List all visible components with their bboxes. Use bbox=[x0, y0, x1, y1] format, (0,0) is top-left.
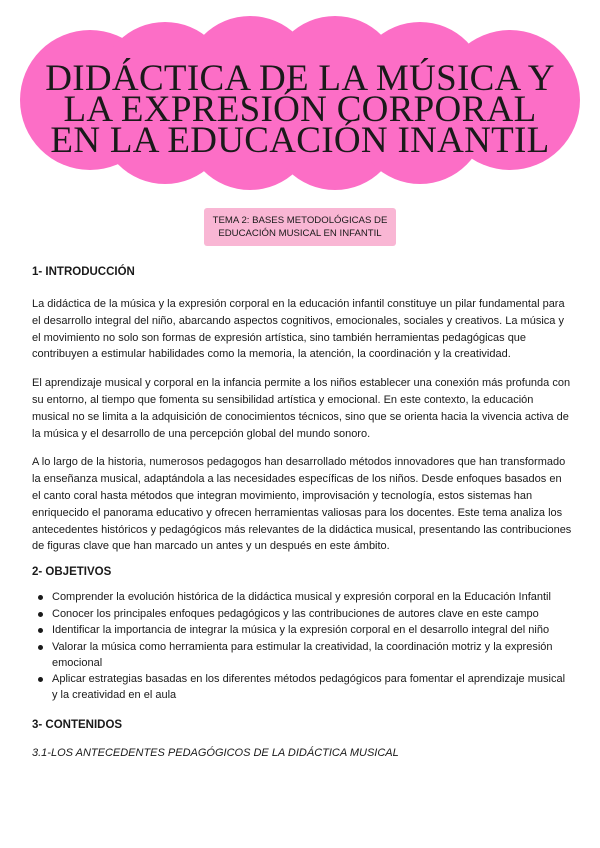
bullet-icon bbox=[38, 645, 43, 650]
objective-item bbox=[32, 672, 572, 703]
section-heading-introduccion: 1- INTRODUCCIÓN bbox=[32, 266, 135, 278]
objective-text: Aplicar estrategias basadas en los diferentes métodos pedagógicos para fomentar el aprendizaje musical y la creatividad en el aula bbox=[52, 673, 566, 701]
title-line: EN LA EDUCACIÓN INANTIL bbox=[50, 120, 550, 161]
subsection-heading: 3.1-LOS ANTECEDENTES PEDAGÓGICOS DE LA DIDÁCTICA MUSICAL bbox=[32, 747, 399, 760]
intro-paragraph: El aprendizaje musical y corporal en la infancia permite a los niños establecer una conexión más profunda con su entorno, al tiempo que fomenta su sensibilidad artística y emocional. En este contexto, la educación musical no se limita a la adquisición de conocimientos técnicos, sino que se orienta hacia la vivencia activa de la música y el desarrollo de una percepción global del mundo sonoro. bbox=[32, 377, 571, 440]
section-heading-contenidos: 3- CONTENIDOS bbox=[32, 719, 123, 732]
subtitle-line: TEMA 2: BASES METODOLÓGICAS DE bbox=[212, 215, 388, 226]
objective-item bbox=[32, 607, 572, 623]
objective-text: Valorar la música como herramienta para estimular la creatividad, la coordinación motriz y la expresión emocional bbox=[52, 640, 553, 669]
objective-text: Identificar la importancia de integrar la música y la expresión corporal en el desarrollo integral del niño bbox=[52, 624, 550, 637]
bullet-icon bbox=[38, 677, 43, 682]
objective-item bbox=[32, 623, 572, 639]
objective-text: Conocer los principales enfoques pedagógicos y las contribuciones de autores clave en este campo bbox=[52, 607, 539, 620]
objective-text: Comprender la evolución histórica de la didáctica musical y expresión corporal en la Educación Infantil bbox=[52, 591, 551, 604]
objective-item bbox=[32, 640, 572, 671]
title-line: DIDÁCTICA DE LA MÚSICA Y bbox=[45, 58, 555, 99]
subtitle-line: EDUCACIÓN MUSICAL EN INFANTIL bbox=[218, 228, 382, 239]
intro-paragraph: A lo largo de la historia, numerosos pedagogos han desarrollado métodos innovadores que han transformado la enseñanza musical, adaptándola a las necesidades específicas de los niños. Desde enfoques basados en el canto coral hasta métodos que integran movimiento, improvisación y tecnología, estos sistemas han enriquecido el panorama educativo y ofrecen herramientas valiosas para los docentes. Este tema analiza los antecedentes históricos y pedagógicos más relevantes de la didáctica musical, presentando las contribuciones de figuras clave que han marcado un antes y un después en este ámbito. bbox=[32, 456, 572, 553]
document-body bbox=[32, 265, 572, 760]
bullet-icon bbox=[38, 595, 43, 600]
objective-item bbox=[32, 590, 572, 606]
bullet-icon bbox=[38, 628, 43, 633]
title-line: LA EXPRESIÓN CORPORAL bbox=[63, 89, 537, 130]
bullet-icon bbox=[38, 612, 43, 617]
topic-subtitle-badge bbox=[204, 208, 396, 246]
objectives-list bbox=[32, 590, 572, 703]
section-heading-objetivos: 2- OBJETIVOS bbox=[32, 566, 112, 579]
intro-paragraph: La didáctica de la música y la expresión corporal en la educación infantil constituye un pilar fundamental para el desarrollo integral del niño, abarcando aspectos cognitivos, emocionales, sociales y creativos. La música y el movimiento no solo son formas de expresión artística, sino también herramientas pedagógicas que contribuyen a estimular habilidades como la memoria, la atención, la coordinación y la creatividad. bbox=[32, 298, 565, 361]
document-title bbox=[40, 58, 560, 161]
